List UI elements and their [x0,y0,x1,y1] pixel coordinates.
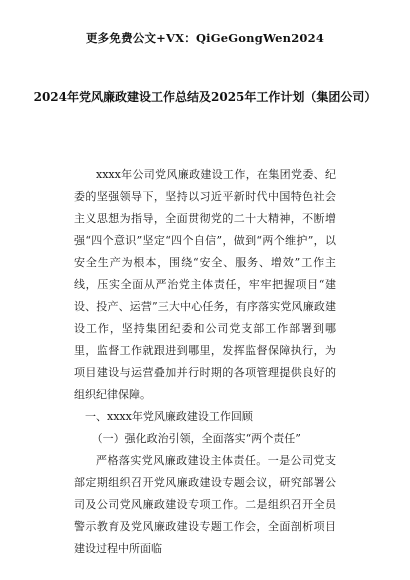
intro-paragraph: xxxx年公司党风廉政建设工作，在集团党委、纪委的坚强领导下，坚持以习近平新时代中国特色社会主义思想为指导，全面贯彻党的二十大精神，不断增强“四个意识”坚定“四个自信”，做到“两个维护”，以安全生产为根本，围绕“安全、服务、增效”工作主线，压实全面从严治党主体责任，牢牢把握项目“建设、投产、运营”三大中心任务，有序落实党风廉政建设工作，坚持集团纪委和公司党支部工作部署到哪里，监督工作就跟进到哪里，发挥监督保障执行，为项目建设与运营叠加并行时期的各项管理提供良好的组织纪律保障。 [74,168,336,401]
body-paragraph: 严格落实党风廉政建设主体责任。一是公司党支部定期组织召开党风廉政建设专题会议，研究部署公司及公司党风廉政建设专项工作。二是组织召开全员警示教育及党风廉政建设专题工作会，全面剖析项目建设过程中所面临 [74,454,336,555]
subsection-heading: （一）强化政治引领，全面落实“两个责任” [91,432,301,445]
promo-header: 更多免费公文+VX：QiGeGongWen2024 [85,31,325,45]
document-title: 2024年党风廉政建设工作总结及2025年工作计划（集团公司） [33,90,377,104]
document-body [74,164,336,560]
section-heading: 一、xxxx年党风廉政建设工作回顾 [85,410,253,423]
